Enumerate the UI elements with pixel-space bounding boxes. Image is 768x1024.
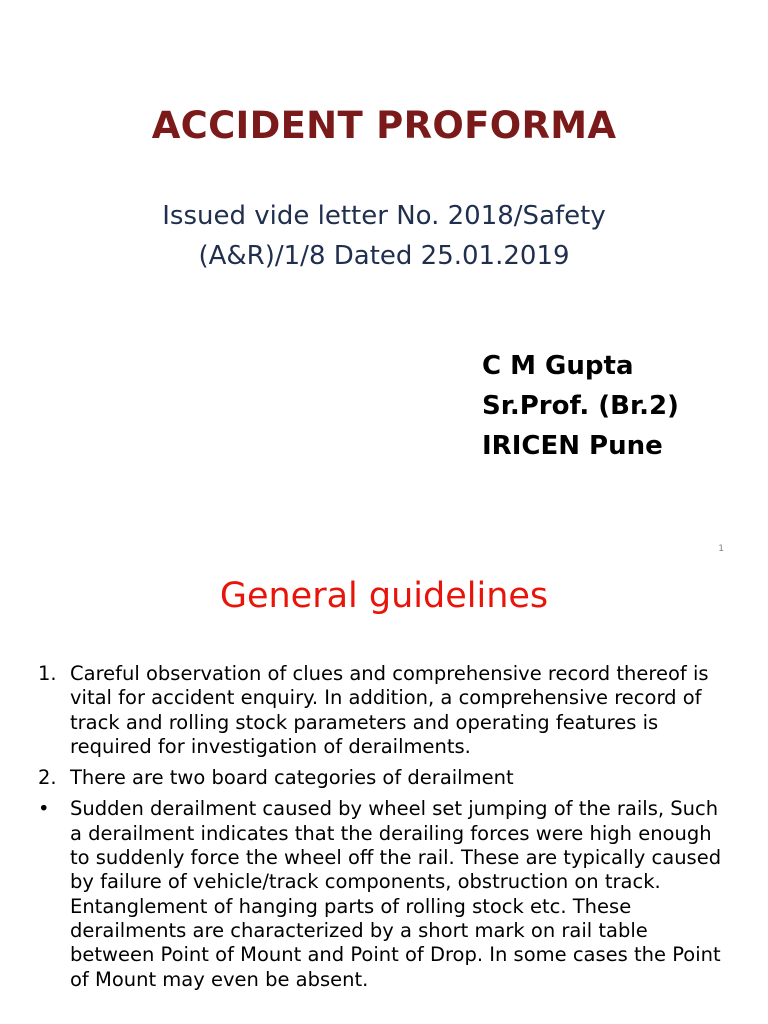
bullet-marker: • [38, 797, 50, 821]
page-number: 1 [718, 544, 724, 554]
slide-subtitle [0, 196, 768, 276]
subtitle-line: Issued vide letter No. 2018/Safety [162, 201, 606, 231]
slide-title: ACCIDENT PROFORMA [151, 104, 617, 147]
slide-title: General guidelines [219, 576, 549, 616]
list-marker: 1. [38, 662, 57, 685]
list-item [38, 797, 728, 991]
list-item-text: There are two board categories of derailment [70, 766, 514, 790]
list-item [38, 662, 728, 759]
list-marker: 2. [38, 766, 57, 790]
author-name: C M Gupta [482, 351, 634, 381]
author-designation: Sr.Prof. (Br.2) [482, 391, 679, 421]
guidelines-list [38, 662, 728, 999]
author-institute: IRICEN Pune [482, 431, 663, 461]
list-item [38, 766, 728, 790]
author-block [482, 346, 679, 466]
slide-2 [0, 576, 768, 1024]
list-item-text: Sudden derailment caused by wheel set jumping of the rails, Such a derailment indicates that the derailing forces were high enough to suddenly force the wheel off the rail. These are typically caused by failure of vehicle/track components, obstruction on track. Entanglement of hanging parts of rolling stock etc. These derailments are characterized by a short mark on rail table between Point of Mount and Point of Drop. In some cases the Point of Mount may even be absent. [70, 797, 722, 991]
subtitle-line: (A&R)/1/8 Dated 25.01.2019 [198, 241, 570, 271]
list-item-text: Careful observation of clues and comprehensive record thereof is vital for accident enquiry. In addition, a comprehensive record of track and rolling stock parameters and operating features is required for investigation of derailments. [70, 662, 709, 758]
